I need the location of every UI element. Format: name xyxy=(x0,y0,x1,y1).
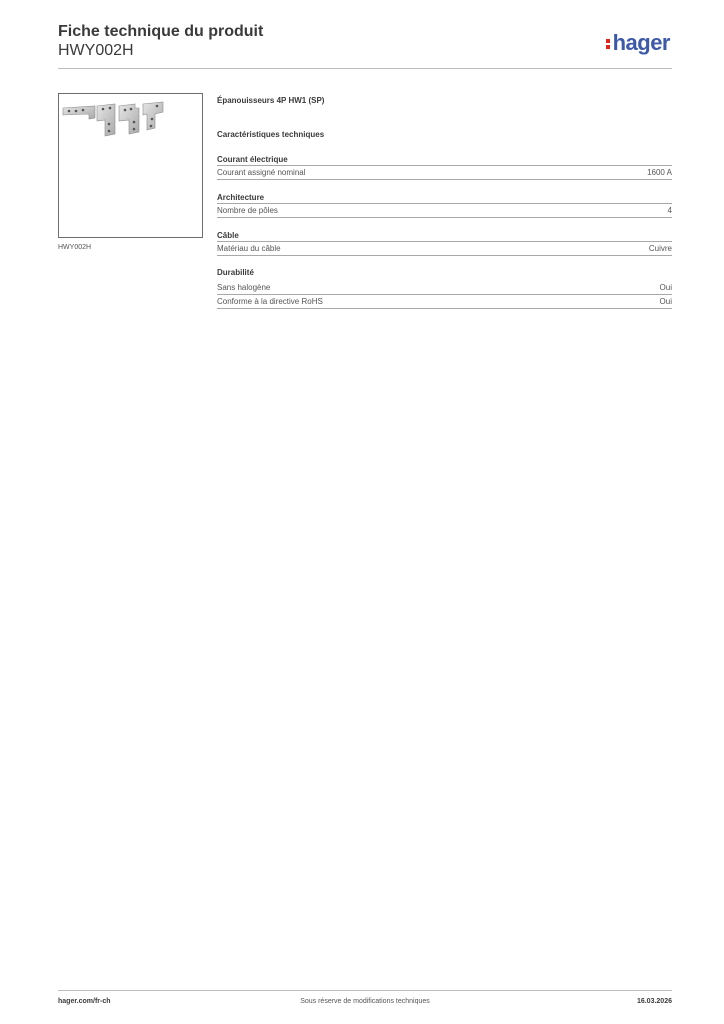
spec-group-title: Câble xyxy=(217,230,672,242)
hager-logo xyxy=(606,30,670,56)
spec-group-title: Courant électrique xyxy=(217,154,672,166)
spec-label: Courant assigné nominal xyxy=(217,168,306,177)
spec-group-architecture xyxy=(217,192,672,218)
spec-content xyxy=(217,96,672,309)
page-header xyxy=(58,22,672,70)
spec-value: Oui xyxy=(659,297,672,306)
product-image xyxy=(58,93,203,238)
spec-row xyxy=(217,281,672,295)
footer-website-link[interactable]: hager.com/fr-ch xyxy=(58,998,111,1005)
spec-value: Oui xyxy=(659,283,672,292)
product-reference: HWY002H xyxy=(58,42,134,59)
footer-divider xyxy=(58,990,672,991)
spec-row xyxy=(217,295,672,309)
spec-value: 1600 A xyxy=(647,168,672,177)
spec-group-electrical xyxy=(217,154,672,180)
spec-row xyxy=(217,204,672,218)
spec-value: Cuivre xyxy=(648,244,672,253)
footer-notice: Sous réserve de modifications techniques xyxy=(300,998,430,1005)
spec-label: Sans halogène xyxy=(217,283,271,292)
spec-row xyxy=(217,166,672,180)
spec-group-title: Durabilité xyxy=(217,268,254,277)
spec-label: Matériau du câble xyxy=(217,244,281,253)
spec-group-durability xyxy=(217,267,672,309)
page-title: Fiche technique du produit xyxy=(58,23,264,40)
image-caption: HWY002H xyxy=(58,244,92,251)
footer-date: 16.03.2026 xyxy=(636,998,672,1005)
header-divider xyxy=(58,68,672,69)
spec-group-cable xyxy=(217,230,672,256)
spec-group-title: Architecture xyxy=(217,192,672,204)
busbar-plates-illustration xyxy=(59,94,204,239)
spec-row xyxy=(217,242,672,256)
spec-label: Nombre de pôles xyxy=(217,206,278,215)
logo-text: hager xyxy=(612,30,670,55)
spec-value: 4 xyxy=(667,206,672,215)
product-name: Épanouisseurs 4P HW1 (SP) xyxy=(217,96,325,105)
section-title: Caractéristiques techniques xyxy=(217,130,325,139)
logo-dots-icon xyxy=(606,37,612,51)
spec-label: Conforme à la directive RoHS xyxy=(217,297,323,306)
